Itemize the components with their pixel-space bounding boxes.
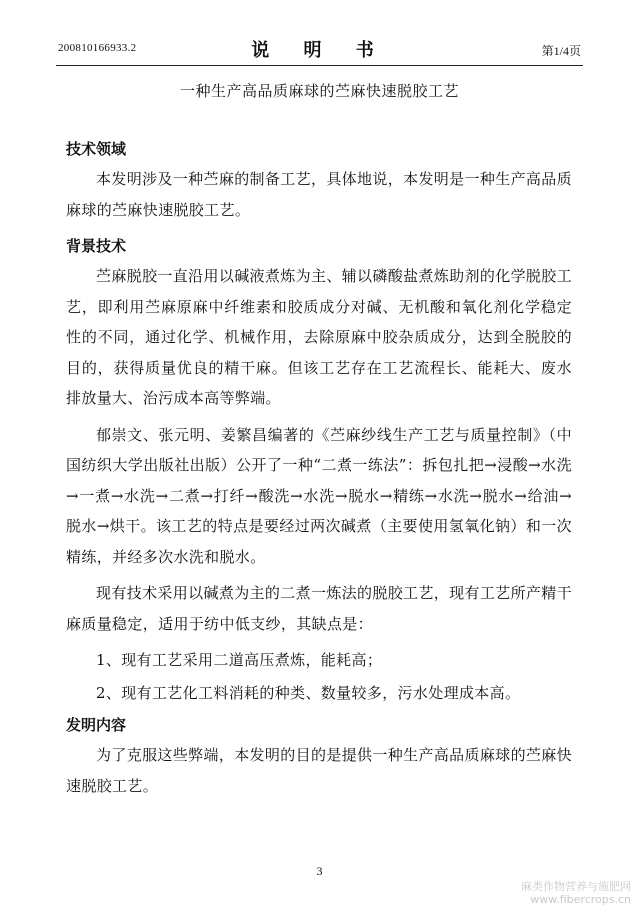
background-drawback-1: 1、现有工艺采用二道高压煮炼，能耗高； [96, 651, 383, 669]
page-indicator: 第1/4页 [541, 44, 581, 58]
application-number: 200810166933.2 [58, 42, 137, 54]
site-watermark [521, 880, 631, 906]
page-number: 3 [316, 864, 323, 878]
background-drawback-2: 2、现有工艺化工料消耗的种类、数量较多，污水处理成本高。 [96, 683, 521, 702]
background-paragraph-3: 现有技术采用以碱煮为主的二煮一炼法的脱胶工艺，现有工艺所产精干麻质量稳定，适用于纺中低支纱，其缺点是： [66, 584, 572, 633]
section-heading-invention: 发明内容 [66, 716, 127, 734]
section-heading-tech-field: 技术领域 [66, 140, 127, 158]
watermark-url: www.fibercrops.cn [530, 893, 631, 906]
watermark-site-name: 麻类作物营养与施肥网 [521, 880, 631, 893]
background-paragraph-1: 苎麻脱胶一直沿用以碱液煮炼为主、辅以磷酸盐煮炼助剂的化学脱胶工艺，即利用苎麻原麻中纤维素和胶质成分对碱、无机酸和氧化剂化学稳定性的不同，通过化学、机械作用，去除原麻中胶杂质成分，达到全脱胶的目的，获得质量优良的精干麻。但该工艺存在工艺流程长、能耗大、废水排放量大、治污成本高等弊端。 [66, 267, 572, 407]
document-type-heading: 说 明 书 [251, 40, 388, 61]
invention-title: 一种生产高品质麻球的苎麻快速脱胶工艺 [179, 82, 459, 100]
section-heading-background: 背景技术 [66, 237, 127, 255]
document-body [66, 134, 572, 807]
invention-paragraph: 为了克服这些弊端，本发明的目的是提供一种生产高品质麻球的苎麻快速脱胶工艺。 [66, 746, 572, 795]
background-paragraph-2: 郁崇文、张元明、姜繁昌编著的《苎麻纱线生产工艺与质量控制》（中国纺织大学出版社出版）公开了一种“二煮一练法”：拆包扎把→浸酸→水洗→一煮→水洗→二煮→打纤→酸洗→水洗→脱水→精练→水洗→脱水→给油→脱水→烘干。该工艺的特点是要经过两次碱煮（主要使用氢氧化钠）和一次精练，并经多次水洗和脱水。 [66, 425, 572, 566]
header-divider [56, 65, 583, 66]
tech-field-paragraph: 本发明涉及一种苎麻的制备工艺，具体地说，本发明是一种生产高品质麻球的苎麻快速脱胶工艺。 [66, 170, 572, 219]
